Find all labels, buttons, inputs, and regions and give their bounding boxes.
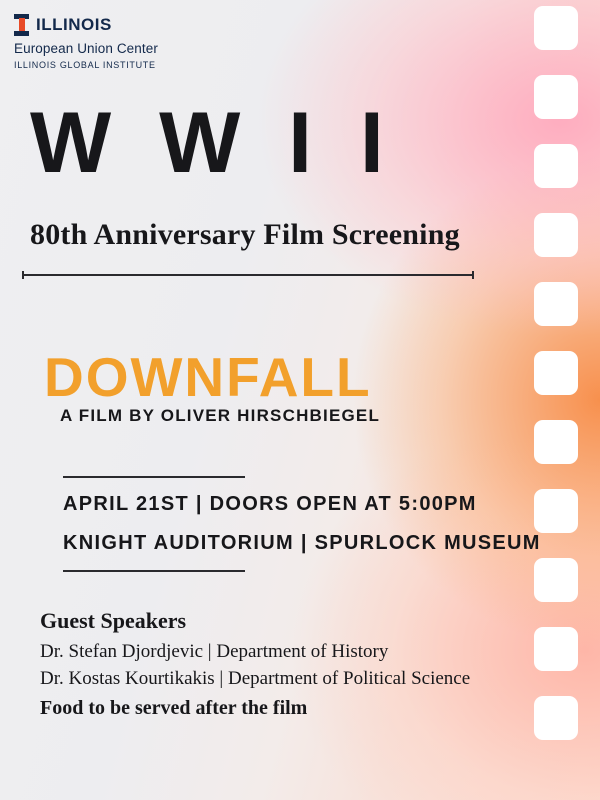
film-perforation (534, 558, 578, 602)
logo-wordmark-row (14, 14, 344, 36)
event-location: KNIGHT AUDITORIUM | SPURLOCK MUSEUM (63, 532, 541, 554)
film-perforation (534, 489, 578, 533)
illinois-block-i-icon (14, 14, 29, 36)
film-perforation (534, 420, 578, 464)
guest-speaker-item: Dr. Kostas Kourtikakis | Department of Political Science (40, 668, 471, 689)
unit-name: European Union Center (14, 41, 158, 56)
guest-speaker-item: Dr. Stefan Djordjevic | Department of History (40, 641, 389, 662)
institute-name: ILLINOIS GLOBAL INSTITUTE (14, 60, 156, 70)
film-perforation (534, 144, 578, 188)
poster-title: W W I I (30, 95, 396, 191)
illinois-logo-block (14, 14, 344, 70)
divider-details-top (63, 476, 245, 478)
guest-speakers-heading: Guest Speakers (40, 608, 187, 633)
film-credit: A FILM BY OLIVER HIRSCHBIEGEL (60, 406, 381, 425)
food-note: Food to be served after the film (40, 697, 308, 719)
film-title: DOWNFALL (44, 346, 372, 408)
film-perforation (534, 75, 578, 119)
poster-subtitle: 80th Anniversary Film Screening (30, 218, 460, 251)
film-perforation (534, 282, 578, 326)
film-perforation (534, 351, 578, 395)
film-perforation-strip (512, 0, 600, 800)
film-perforation (534, 696, 578, 740)
divider-main (22, 274, 474, 276)
divider-details-bottom (63, 570, 245, 572)
film-perforation (534, 627, 578, 671)
film-perforation (534, 6, 578, 50)
film-perforation (534, 213, 578, 257)
illinois-wordmark: ILLINOIS (36, 15, 112, 34)
event-date-time: APRIL 21ST | DOORS OPEN AT 5:00PM (63, 493, 477, 515)
